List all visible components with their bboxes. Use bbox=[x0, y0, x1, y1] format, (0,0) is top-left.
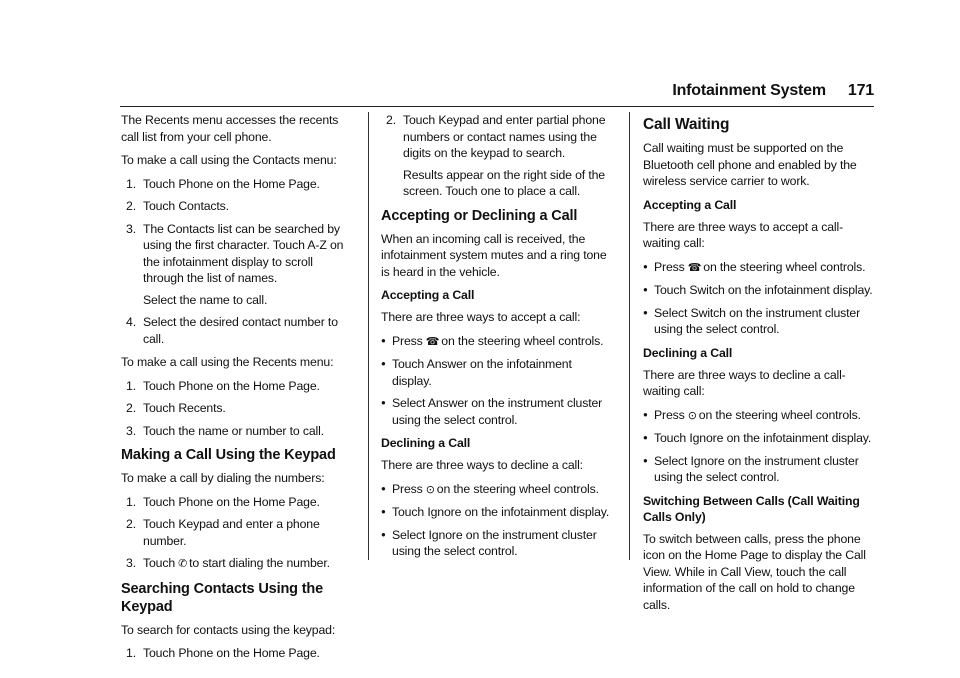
list-item: ● Select Switch on the instrument cluster using the select control. bbox=[643, 305, 875, 338]
list-item: ● Touch Switch on the infotainment display. bbox=[643, 282, 875, 299]
list-item: 1. Touch Phone on the Home Page. bbox=[126, 494, 320, 509]
list-item: ● Press ⊙ on the steering wheel controls. bbox=[381, 481, 613, 499]
header-divider bbox=[120, 106, 874, 107]
list-item: ● Press ☎ on the steering wheel controls. bbox=[643, 259, 875, 277]
switching-subheading: Switching Between Calls (Call Waiting Calls Only) bbox=[643, 493, 860, 524]
search-steps-continued bbox=[381, 112, 613, 200]
list-item: ● Press ☎ on the steering wheel controls. bbox=[381, 333, 613, 351]
accept-methods bbox=[381, 333, 613, 429]
list-item: ● Select Answer on the instrument cluster using the select control. bbox=[381, 395, 613, 428]
list-item: 3. Touch the name or number to call. bbox=[126, 423, 324, 438]
call-waiting-intro: Call waiting must be supported on the Bluetooth cell phone and enabled by the wireless service carrier to work. bbox=[643, 141, 857, 188]
hang-up-icon: ⊙ bbox=[425, 483, 435, 496]
hang-up-icon: ⊙ bbox=[687, 409, 697, 422]
keypad-intro: To make a call by dialing the numbers: bbox=[121, 471, 325, 485]
keypad-steps bbox=[121, 494, 355, 573]
switching-text: To switch between calls, press the phone icon on the Home Page to display the Call View. While in Call View, touch the call information of the call on hold to change calls. bbox=[643, 531, 866, 612]
cw-accept-methods bbox=[643, 259, 875, 338]
list-item: ● Touch Ignore on the infotainment display. bbox=[381, 504, 613, 521]
cw-accepting-intro: There are three ways to accept a call-waiting call: bbox=[643, 219, 844, 250]
section-title: Infotainment System bbox=[672, 82, 826, 99]
accept-decline-intro: When an incoming call is received, the infotainment system mutes and a ring tone is heard in the vehicle. bbox=[381, 231, 607, 279]
phone-call-icon: ☎ bbox=[425, 335, 440, 348]
list-item: 3. Touch ✆ to start dialing the number. bbox=[121, 555, 355, 573]
search-heading: Searching Contacts Using the Keypad bbox=[121, 580, 324, 615]
list-item: ● Select Ignore on the instrument cluster using the select control. bbox=[643, 453, 875, 486]
cw-accepting-subheading: Accepting a Call bbox=[643, 197, 737, 212]
accepting-subheading: Accepting a Call bbox=[381, 288, 475, 302]
phone-call-icon: ☎ bbox=[687, 261, 702, 274]
cw-declining-subheading: Declining a Call bbox=[643, 345, 733, 360]
search-steps bbox=[121, 645, 355, 662]
column-divider-left bbox=[368, 112, 369, 560]
column-left bbox=[121, 112, 355, 669]
list-item: 2. Touch Keypad and enter partial phone numbers or contact names using the digits on the keypad to search. Results appear on the right side of the screen. Touch one to place a call. bbox=[386, 113, 606, 198]
cw-declining-intro: There are three ways to decline a call-waiting call: bbox=[643, 367, 846, 398]
list-item: 2. Touch Contacts. bbox=[126, 199, 229, 213]
call-waiting-heading: Call Waiting bbox=[643, 116, 730, 133]
declining-intro: There are three ways to decline a call: bbox=[381, 458, 583, 472]
list-item: 4. Select the desired contact number to call. bbox=[126, 315, 338, 346]
list-item: ● Press ⊙ on the steering wheel controls. bbox=[643, 407, 875, 425]
column-right bbox=[643, 112, 875, 620]
recents-intro: The Recents menu accesses the recents call list from your cell phone. bbox=[121, 113, 339, 144]
list-item: ● Touch Answer on the infotainment display. bbox=[381, 356, 613, 389]
recents-menu-intro: To make a call using the Recents menu: bbox=[121, 355, 334, 369]
decline-methods bbox=[381, 481, 613, 560]
contacts-intro: To make a call using the Contacts menu: bbox=[121, 153, 337, 167]
list-item: ● Select Ignore on the instrument cluster using the select control. bbox=[381, 527, 613, 560]
page-number: 171 bbox=[847, 82, 874, 99]
search-intro: To search for contacts using the keypad: bbox=[121, 622, 336, 637]
phone-handset-icon: ✆ bbox=[178, 558, 188, 570]
column-divider-right bbox=[629, 112, 630, 560]
accept-decline-heading: Accepting or Declining a Call bbox=[381, 207, 578, 224]
declining-subheading: Declining a Call bbox=[381, 436, 471, 450]
page-header bbox=[600, 82, 874, 100]
list-item: ● Touch Ignore on the infotainment display. bbox=[643, 430, 875, 447]
column-middle bbox=[381, 112, 613, 567]
list-item: 3. The Contacts list can be searched by using the first character. Touch A-Z on the infotainment display to scroll through the list of names. Select the name to call. bbox=[126, 221, 344, 307]
list-item: 2. Touch Keypad and enter a phone number. bbox=[126, 517, 320, 548]
list-item: 2. Touch Recents. bbox=[126, 401, 226, 415]
keypad-heading: Making a Call Using the Keypad bbox=[121, 447, 336, 463]
list-item: 1. Touch Phone on the Home Page. bbox=[126, 378, 320, 393]
accepting-intro: There are three ways to accept a call: bbox=[381, 310, 581, 324]
contacts-steps bbox=[121, 176, 355, 348]
cw-decline-methods bbox=[643, 407, 875, 486]
list-item: 1. Touch Phone on the Home Page. bbox=[126, 176, 320, 191]
list-item: 1. Touch Phone on the Home Page. bbox=[126, 646, 320, 660]
recents-steps bbox=[121, 378, 355, 440]
